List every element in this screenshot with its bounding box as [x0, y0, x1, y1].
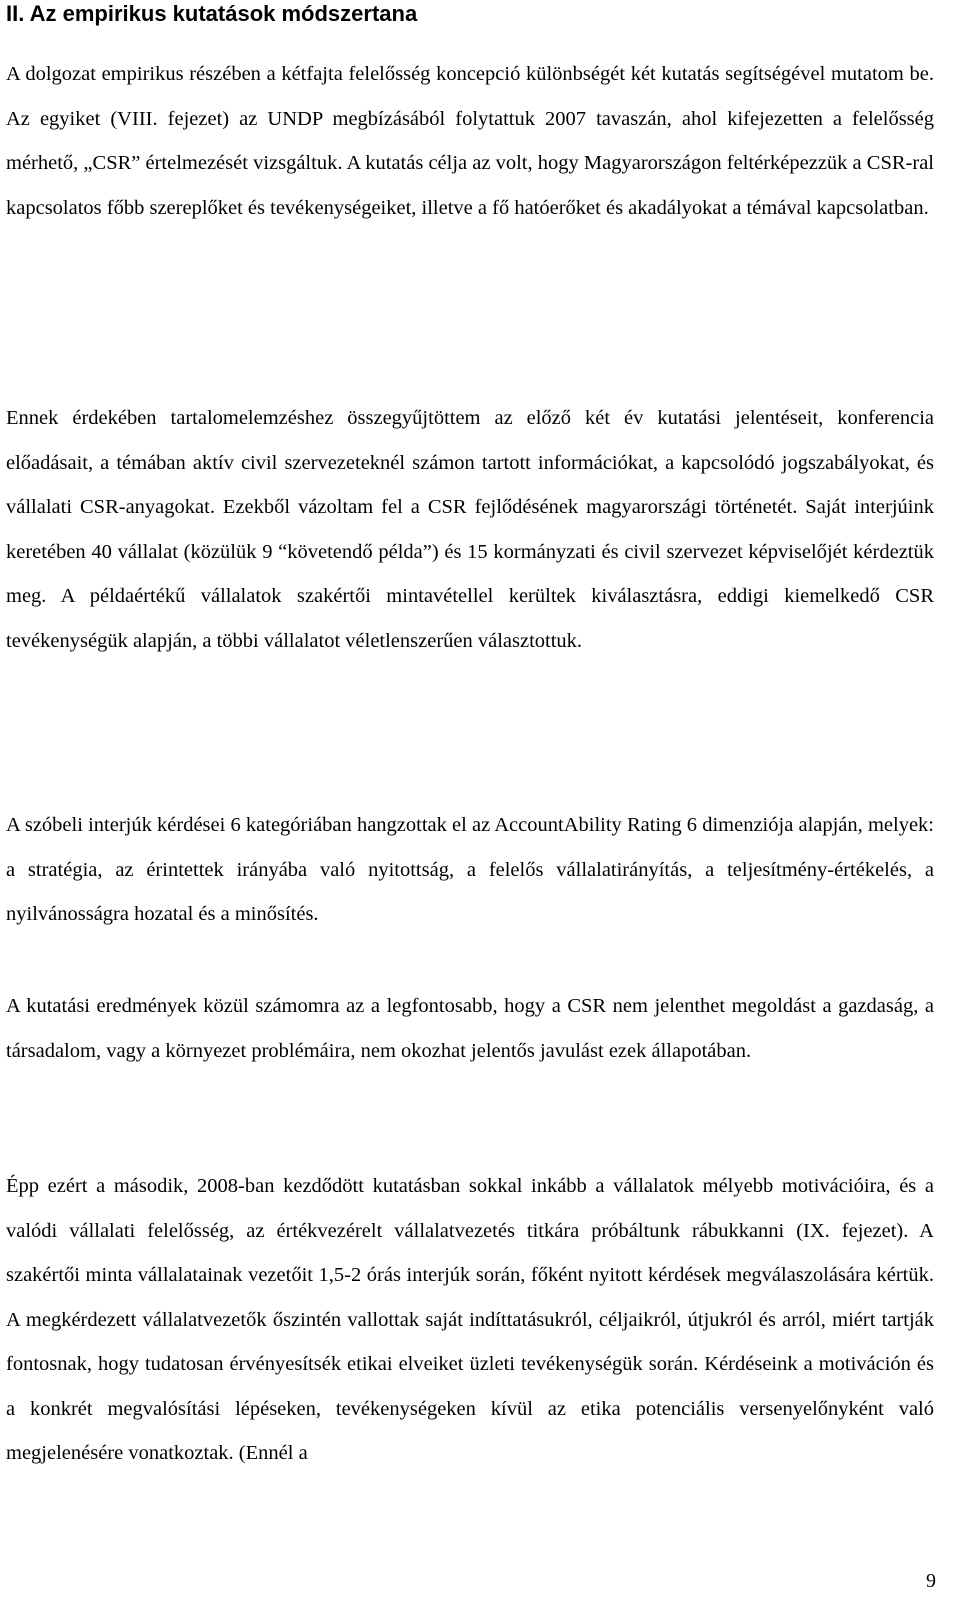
paragraph-undp-research: A dolgozat empirikus részében a kétfajta felelősség koncepció különbségét két kutatás segítségével mutatom be. Az egyiket (VIII. fejezet) az UNDP megbízásából folytattuk 2007 tavaszán, ahol kifejezetten a felelősség mérhető, „CSR” értelmezését vizsgáltuk. A kutatás célja az volt, hogy Magyarországon feltérképezzük a CSR-ral kapcsolatos főbb szereplőket és tevékenységeiket, illetve a fő hatóerőket és akadályokat a témával kapcsolatban. [6, 63, 934, 219]
paragraph-second-research: Épp ezért a második, 2008-ban kezdődött kutatásban sokkal inkább a vállalatok mélyebb motivációira, és a valódi vállalati felelősség, az értékvezérelt vállalatvezetés titkára próbáltunk rábukkanni (IX. fejezet). A szakértői minta vállalatainak vezetőit 1,5-2 órás interjúk során, főként nyitott kérdések megválaszolására kértük. A megkérdezett vállalatvezetők őszintén vallottak saját indíttatásukról, céljaikról, útjukról és arról, miért tartják fontosnak, hogy tudatosan érvényesítsék etikai elveiket üzleti tevékenységük során. Kérdéseink a motiváción és a konkrét megvalósítási lépéseken, tevékenységeken kívül az etika potenciális versenyelőnyként való megjelenésére vonatkoztak. (Ennél a [6, 1175, 934, 1464]
page-number: 9 [926, 1570, 936, 1592]
paragraph-interview-categories: A szóbeli interjúk kérdései 6 kategóriában hangzottak el az AccountAbility Rating 6 dimenziója alapján, melyek: a stratégia, az érintettek irányába való nyitottság, a felelős vállalatirányítás, a teljesítmény-értékelés, a nyilvánosságra hozatal és a minősítés. [6, 814, 934, 925]
paragraph-research-results: A kutatási eredmények közül számomra az a legfontosabb, hogy a CSR nem jelenthet megoldást a gazdaság, a társadalom, vagy a környezet problémáira, nem okozhat jelentős javulást ezek állapotában. [6, 995, 934, 1062]
paragraph-content-analysis: Ennek érdekében tartalomelemzéshez összegyűjtöttem az előző két év kutatási jelentéseit, konferencia előadásait, a témában aktív civil szervezeteknél számon tartott információkat, a kapcsolódó jogszabályokat, és vállalati CSR-anyagokat. Ezekből vázoltam fel a CSR fejlődésének magyarországi történetét. Saját interjúink keretében 40 vállalat (közülük 9 “követendő példa”) és 15 kormányzati és civil szervezet képviselőjét kérdeztük meg. A példaértékű vállalatok szakértői mintavétellel kerültek kiválasztásra, eddigi kiemelkedő CSR tevékenységük alapján, a többi vállalatot véletlenszerűen választottuk. [6, 407, 934, 652]
section-heading: II. Az empirikus kutatások módszertana [6, 1, 418, 26]
